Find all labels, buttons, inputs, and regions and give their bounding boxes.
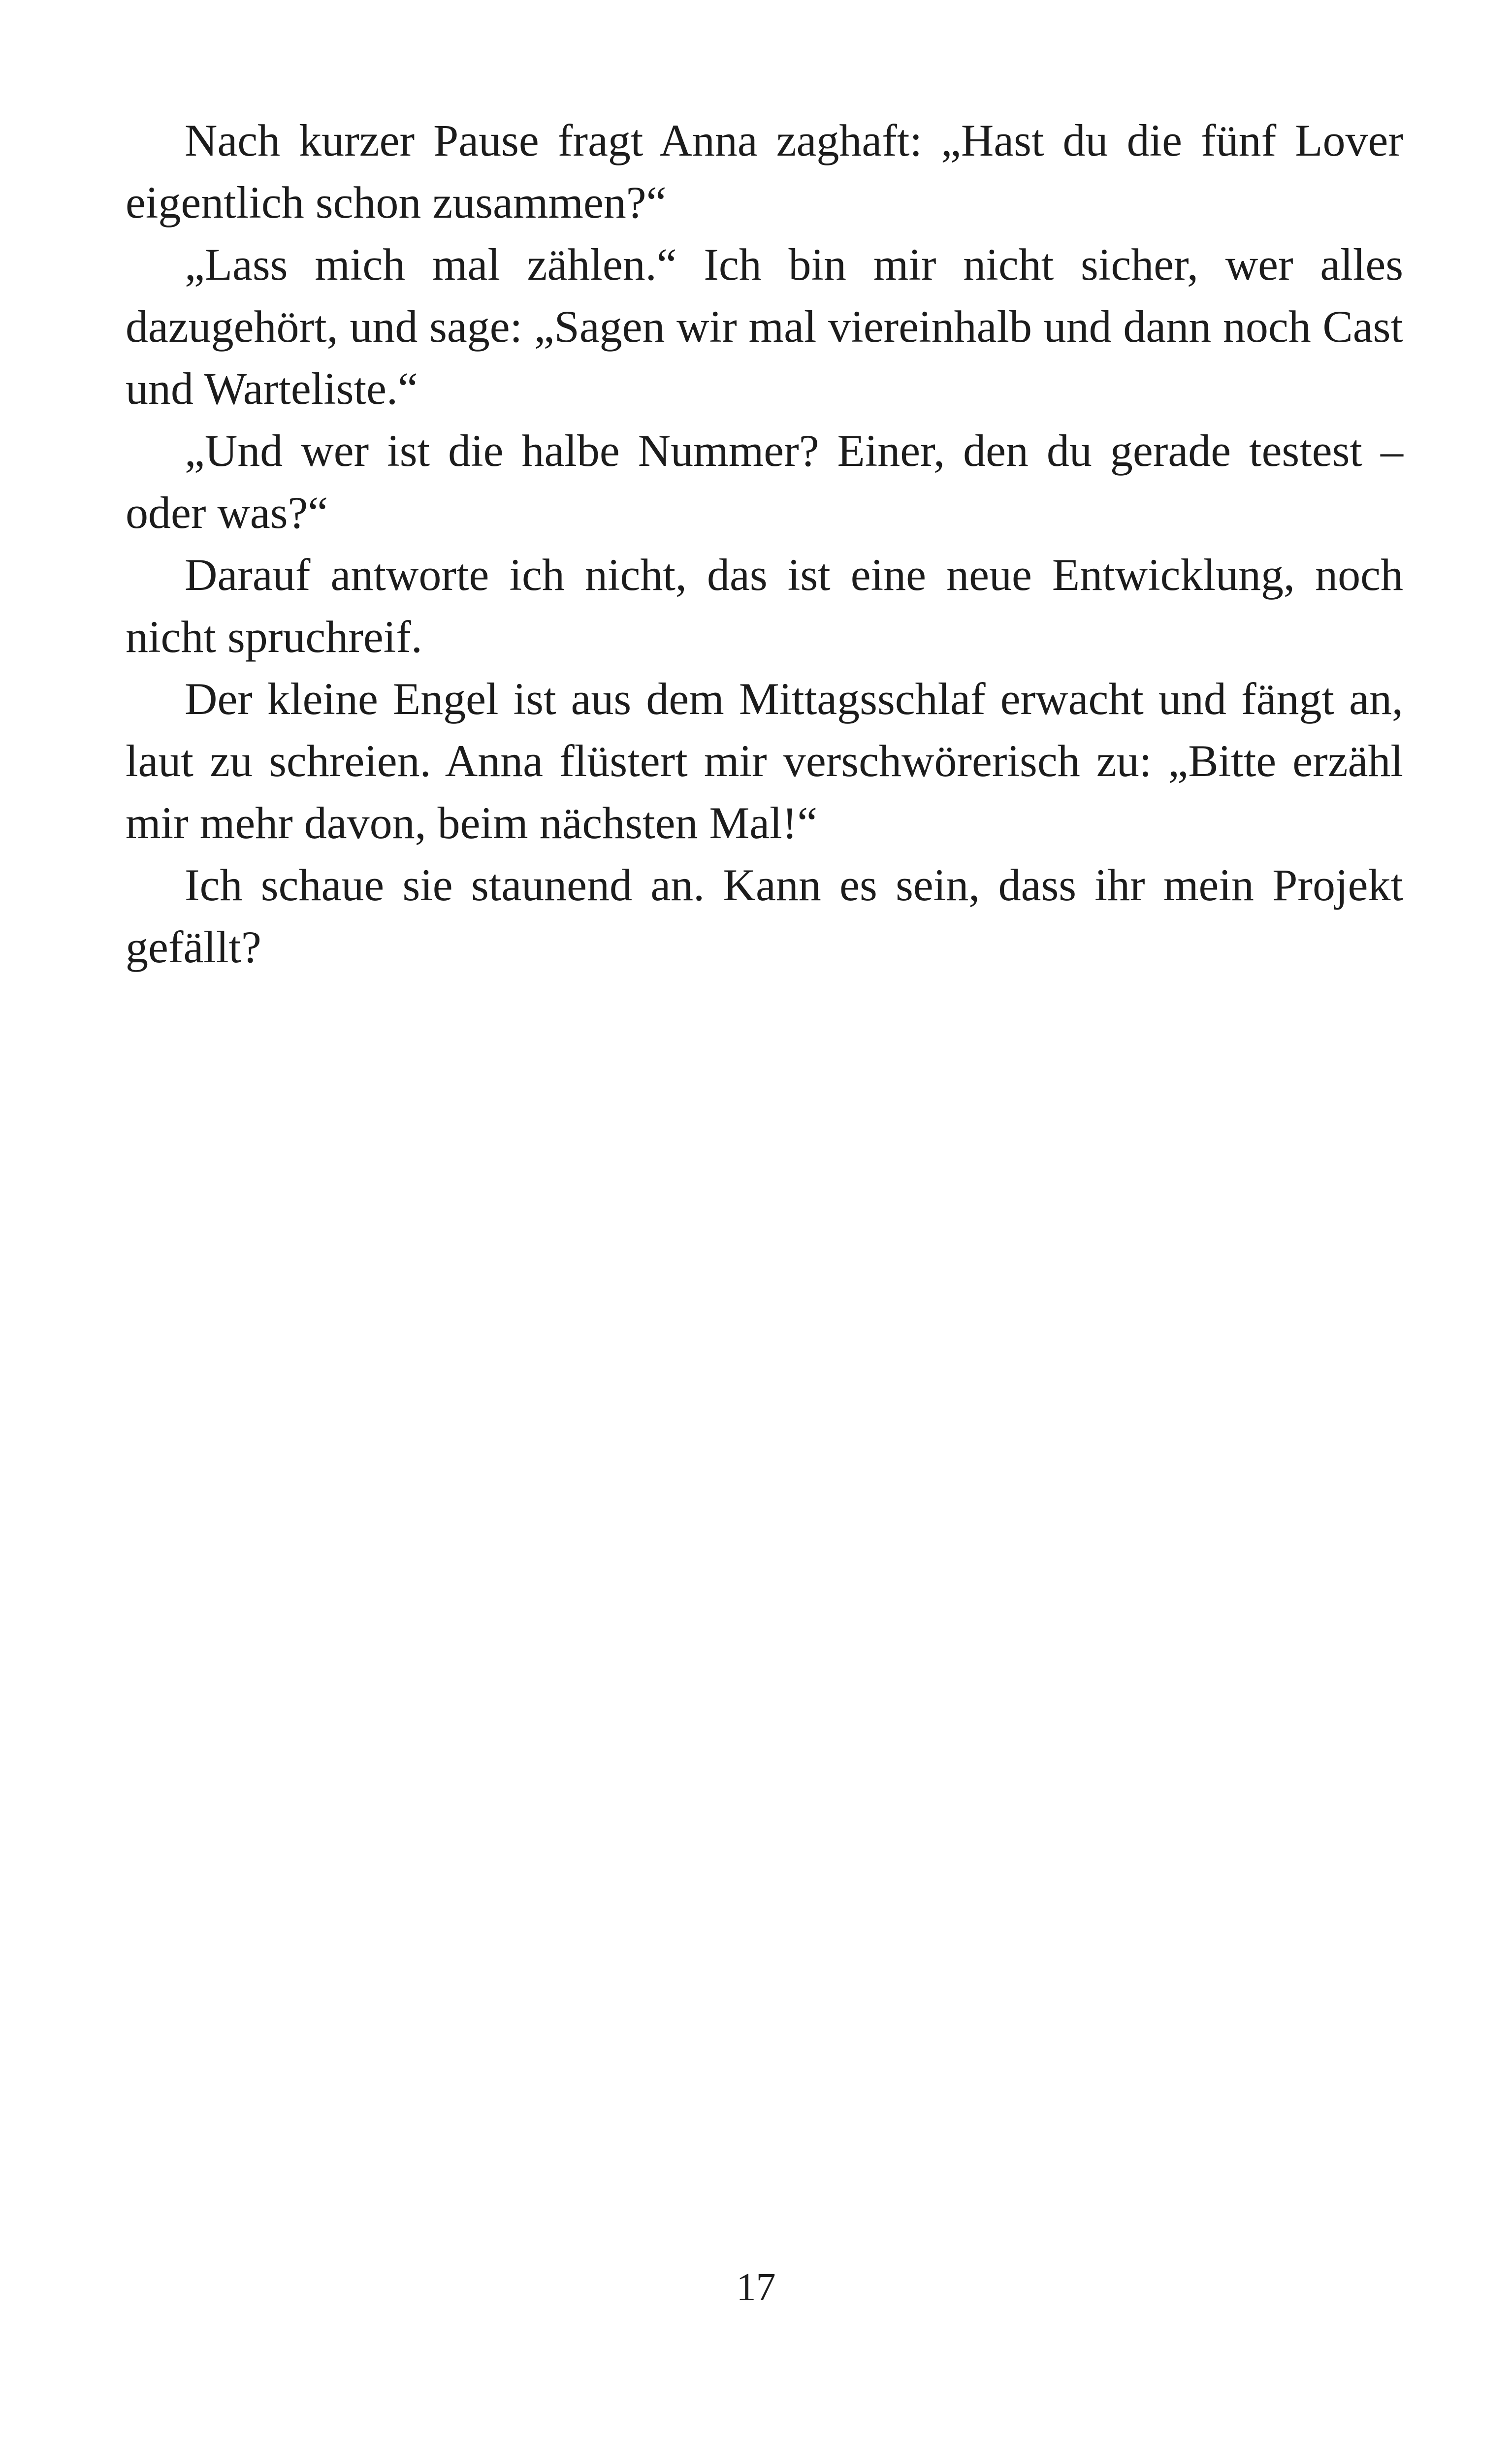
paragraph-2: „Lass mich mal zählen.“ Ich bin mir nicht sicher, wer alles dazugehört, und sage: „Sagen wir mal viereinhalb und dann noch Cast und Warteliste.“ [126,239,1403,414]
paragraph-3: „Und wer ist die halbe Nummer? Einer, den du gerade testest – oder was?“ [126,425,1403,538]
paragraph-1: Nach kurzer Pause fragt Anna zaghaft: „Hast du die fünf Lover eigentlich schon zusammen?“ [126,115,1403,228]
page-number: 17 [736,2266,776,2309]
body-text [126,109,1403,978]
paragraph-6: Ich schaue sie staunend an. Kann es sein, dass ihr mein Projekt gefällt? [126,860,1403,972]
paragraph-4: Darauf antworte ich nicht, das ist eine neue Entwicklung, noch nicht spruchreif. [126,550,1403,662]
paragraph-5: Der kleine Engel ist aus dem Mittagsschlaf erwacht und fängt an, laut zu schreien. Anna flüstert mir verschwörerisch zu: „Bitte erzähl mir mehr davon, beim nächsten Mal!“ [126,674,1403,848]
